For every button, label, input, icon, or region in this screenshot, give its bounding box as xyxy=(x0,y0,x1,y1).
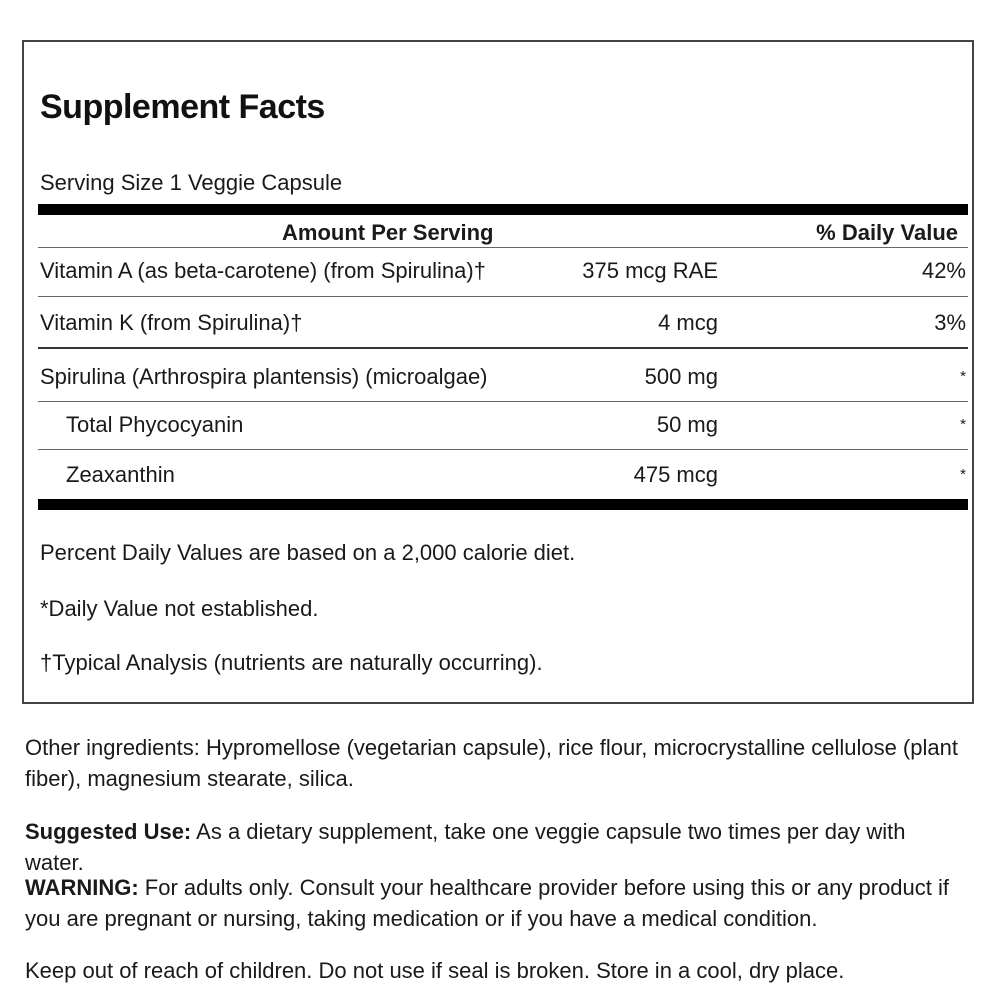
top-thick-divider xyxy=(38,204,968,215)
divider xyxy=(38,449,968,450)
divider xyxy=(38,296,968,297)
nutrient-row xyxy=(38,310,968,358)
other-ingredients: Other ingredients: Hypromellose (vegetarian capsule), rice flour, microcrystalline cellulose (plant fiber), magnesium stearate, silica. xyxy=(25,735,958,791)
suggested-use-text: As a dietary supplement, take one veggie capsule two times per day with water. xyxy=(25,819,906,875)
header-daily-value: % Daily Value xyxy=(816,220,958,245)
warning xyxy=(25,872,965,934)
divider xyxy=(38,247,968,248)
warning-label: WARNING: xyxy=(25,875,139,900)
ingredient-name: Spirulina (Arthrospira plantensis) (microalgae) xyxy=(40,364,488,389)
supplement-facts-panel xyxy=(22,40,974,704)
footnote-daily-values: Percent Daily Values are based on a 2,000 calorie diet. xyxy=(40,540,576,565)
storage-instructions: Keep out of reach of children. Do not use if seal is broken. Store in a cool, dry place. xyxy=(25,958,845,983)
ingredient-daily-value: * xyxy=(960,416,966,433)
footnote-typical-analysis: †Typical Analysis (nutrients are naturally occurring). xyxy=(40,650,543,675)
footnote-not-established: *Daily Value not established. xyxy=(40,596,319,621)
ingredient-amount: 50 mg xyxy=(656,412,718,437)
nutrient-amount: 4 mcg xyxy=(658,310,718,335)
panel-title: Supplement Facts xyxy=(40,88,325,126)
suggested-use xyxy=(25,816,965,878)
nutrient-name: Vitamin K (from Spirulina)† xyxy=(40,310,303,335)
section-divider xyxy=(38,347,968,349)
nutrient-name: Vitamin A (as beta-carotene) (from Spirulina)† xyxy=(40,258,486,283)
nutrient-daily-value: 42% xyxy=(921,258,966,283)
bottom-thick-divider xyxy=(38,499,968,510)
warning-text: For adults only. Consult your healthcare provider before using this or any product if you are pregnant or nursing, taking medication or if you have a medical condition. xyxy=(25,875,950,931)
ingredient-daily-value: * xyxy=(960,466,966,483)
ingredient-row xyxy=(38,412,968,460)
nutrient-row xyxy=(38,258,968,306)
divider xyxy=(38,401,968,402)
ingredient-name: Total Phycocyanin xyxy=(66,412,244,437)
ingredient-row xyxy=(38,364,968,412)
suggested-use-label: Suggested Use: xyxy=(25,819,192,844)
ingredient-name: Zeaxanthin xyxy=(66,462,175,487)
nutrient-amount: 375 mcg RAE xyxy=(582,258,718,283)
ingredient-amount: 475 mcg xyxy=(633,462,718,487)
nutrient-daily-value: 3% xyxy=(934,310,966,335)
serving-size: Serving Size 1 Veggie Capsule xyxy=(40,170,343,195)
header-amount-per-serving: Amount Per Serving xyxy=(282,220,494,245)
ingredient-amount: 500 mg xyxy=(644,364,718,389)
ingredient-daily-value: * xyxy=(960,368,966,385)
